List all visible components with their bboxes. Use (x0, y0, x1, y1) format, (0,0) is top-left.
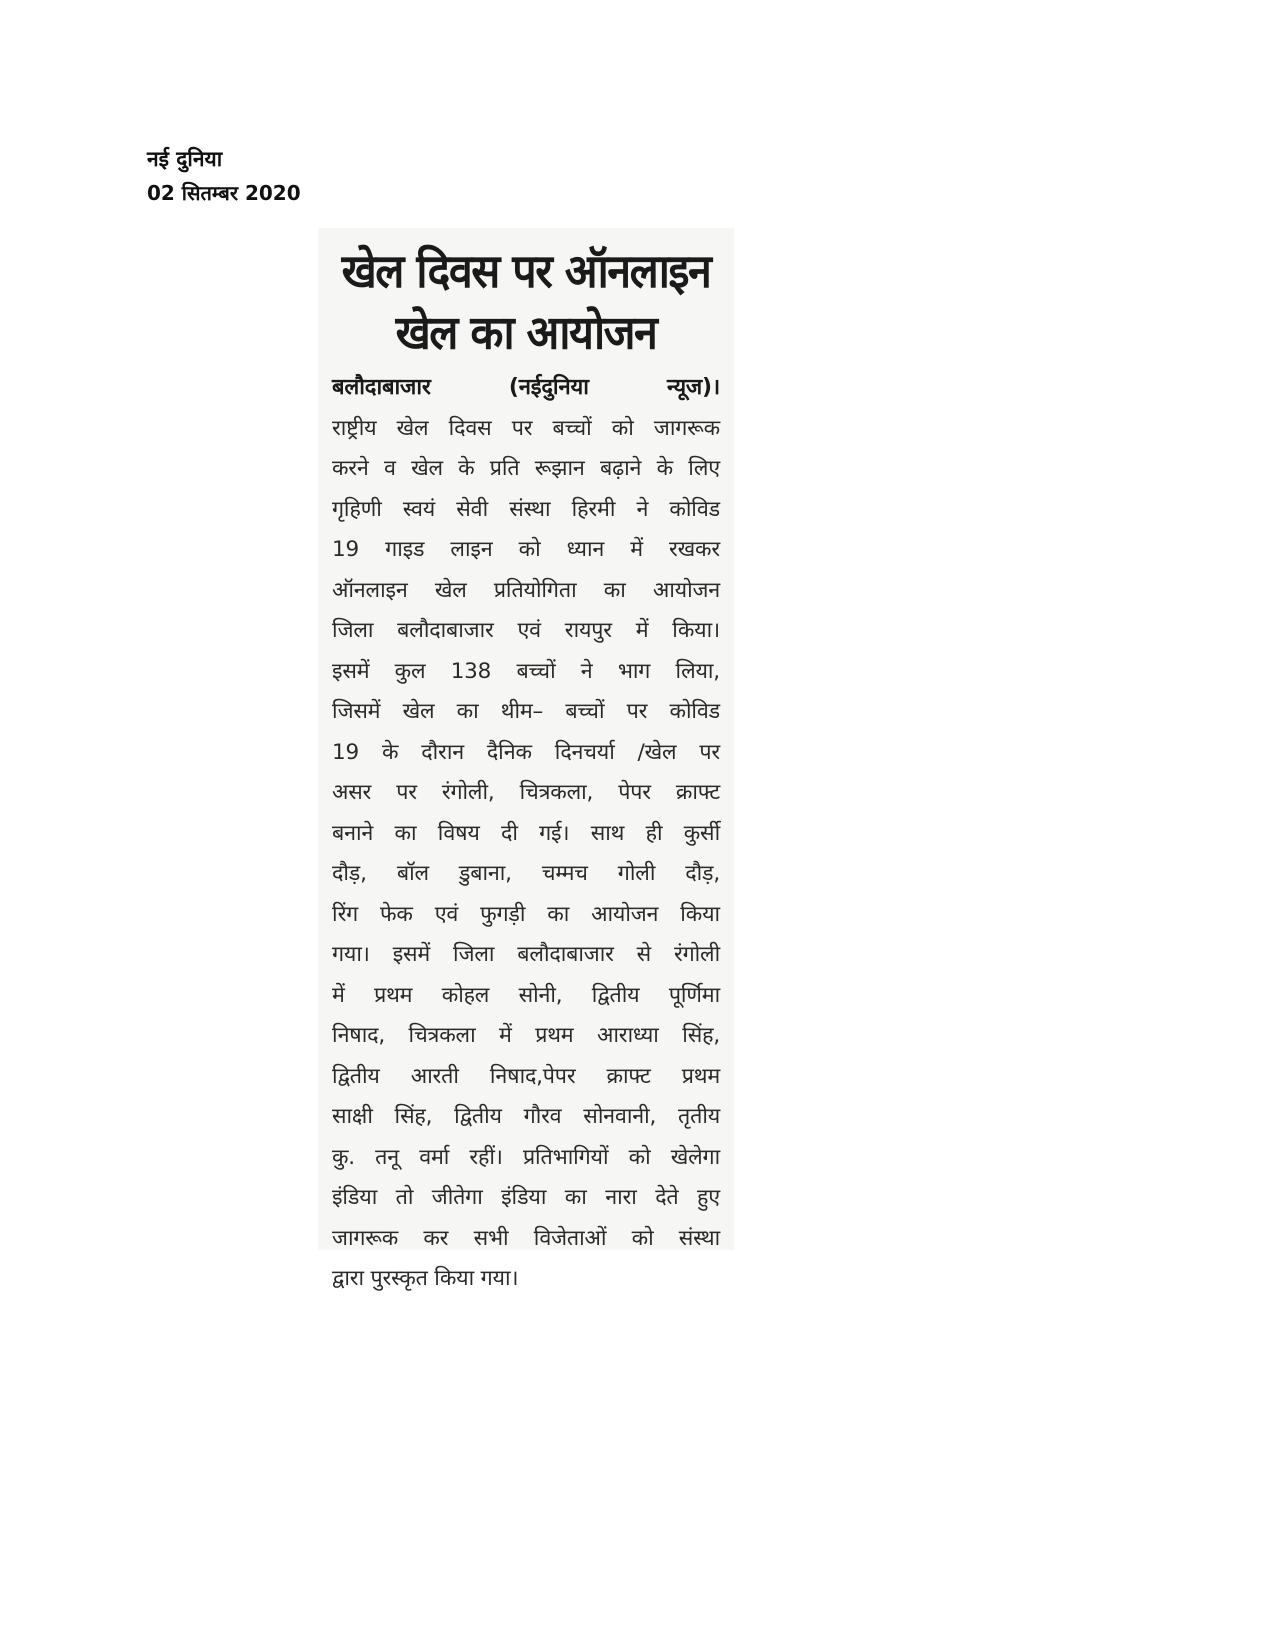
body-line: 19 के दौरान दैनिक दिनचर्या /खेल पर (332, 739, 720, 765)
body-line: राष्ट्रीय खेल दिवस पर बच्चों को जागरूक (332, 415, 720, 441)
article-body (332, 368, 720, 1300)
headline-line-1: खेल दिवस पर ऑनलाइन (341, 244, 711, 299)
newspaper-name: नई दुनिया (147, 147, 223, 171)
byline: बलौदाबाजार (नईदुनिया न्यूज)। (332, 375, 720, 400)
body-line: इंडिया तो जीतेगा इंडिया का नारा देते हुए (332, 1185, 720, 1210)
body-line: द्वितीय आरती निषाद,पेपर क्राफ्ट प्रथम (332, 1063, 720, 1089)
body-line: जिसमें खेल का थीम– बच्चों पर कोविड (332, 699, 720, 724)
body-line: दौड़, बॉल डुबाना, चम्मच गोली दौड़, (332, 861, 720, 886)
body-line: असर पर रंगोली, चित्रकला, पेपर क्राफ्ट (332, 780, 720, 805)
body-line: बनाने का विषय दी गई। साथ ही कुर्सी (332, 820, 720, 846)
body-line: कु. तनू वर्मा रहीं। प्रतिभागियों को खेलेगा (332, 1144, 720, 1170)
body-line: इसमें कुल 138 बच्चों ने भाग लिया, (332, 658, 720, 684)
body-line: साक्षी सिंह, द्वितीय गौरव सोनवानी, तृतीय (332, 1104, 720, 1129)
body-line: द्वारा पुरस्कृत किया गया। (332, 1266, 519, 1291)
newspaper-clipping (318, 228, 734, 1291)
body-line: जिला बलौदाबाजार एवं रायपुर में किया। (332, 618, 720, 643)
body-line: ऑनलाइन खेल प्रतियोगिता का आयोजन (332, 577, 720, 603)
headline-line-2: खेल का आयोजन (395, 306, 657, 361)
headline (332, 241, 720, 364)
body-line: गया। इसमें जिला बलौदाबाजार से रंगोली (332, 942, 720, 967)
body-line: करने व खेल के प्रति रूझान बढ़ाने के लिए (332, 456, 720, 481)
body-line: जागरूक कर सभी विजेताओं को संस्था (332, 1225, 720, 1251)
body-line: गृहिणी स्वयं सेवी संस्था हिरमी ने कोविड (332, 496, 720, 522)
body-line: 19 गाइड लाइन को ध्यान में रखकर (332, 537, 720, 562)
publication-date: 02 सितम्बर 2020 (147, 181, 301, 205)
body-line: में प्रथम कोहल सोनी, द्वितीय पूर्णिमा (332, 982, 720, 1008)
body-line: निषाद, चित्रकला में प्रथम आराध्या सिंह, (332, 1023, 720, 1048)
body-line: रिंग फेक एवं फुगड़ी का आयोजन किया (332, 901, 720, 927)
source-info (147, 142, 301, 210)
